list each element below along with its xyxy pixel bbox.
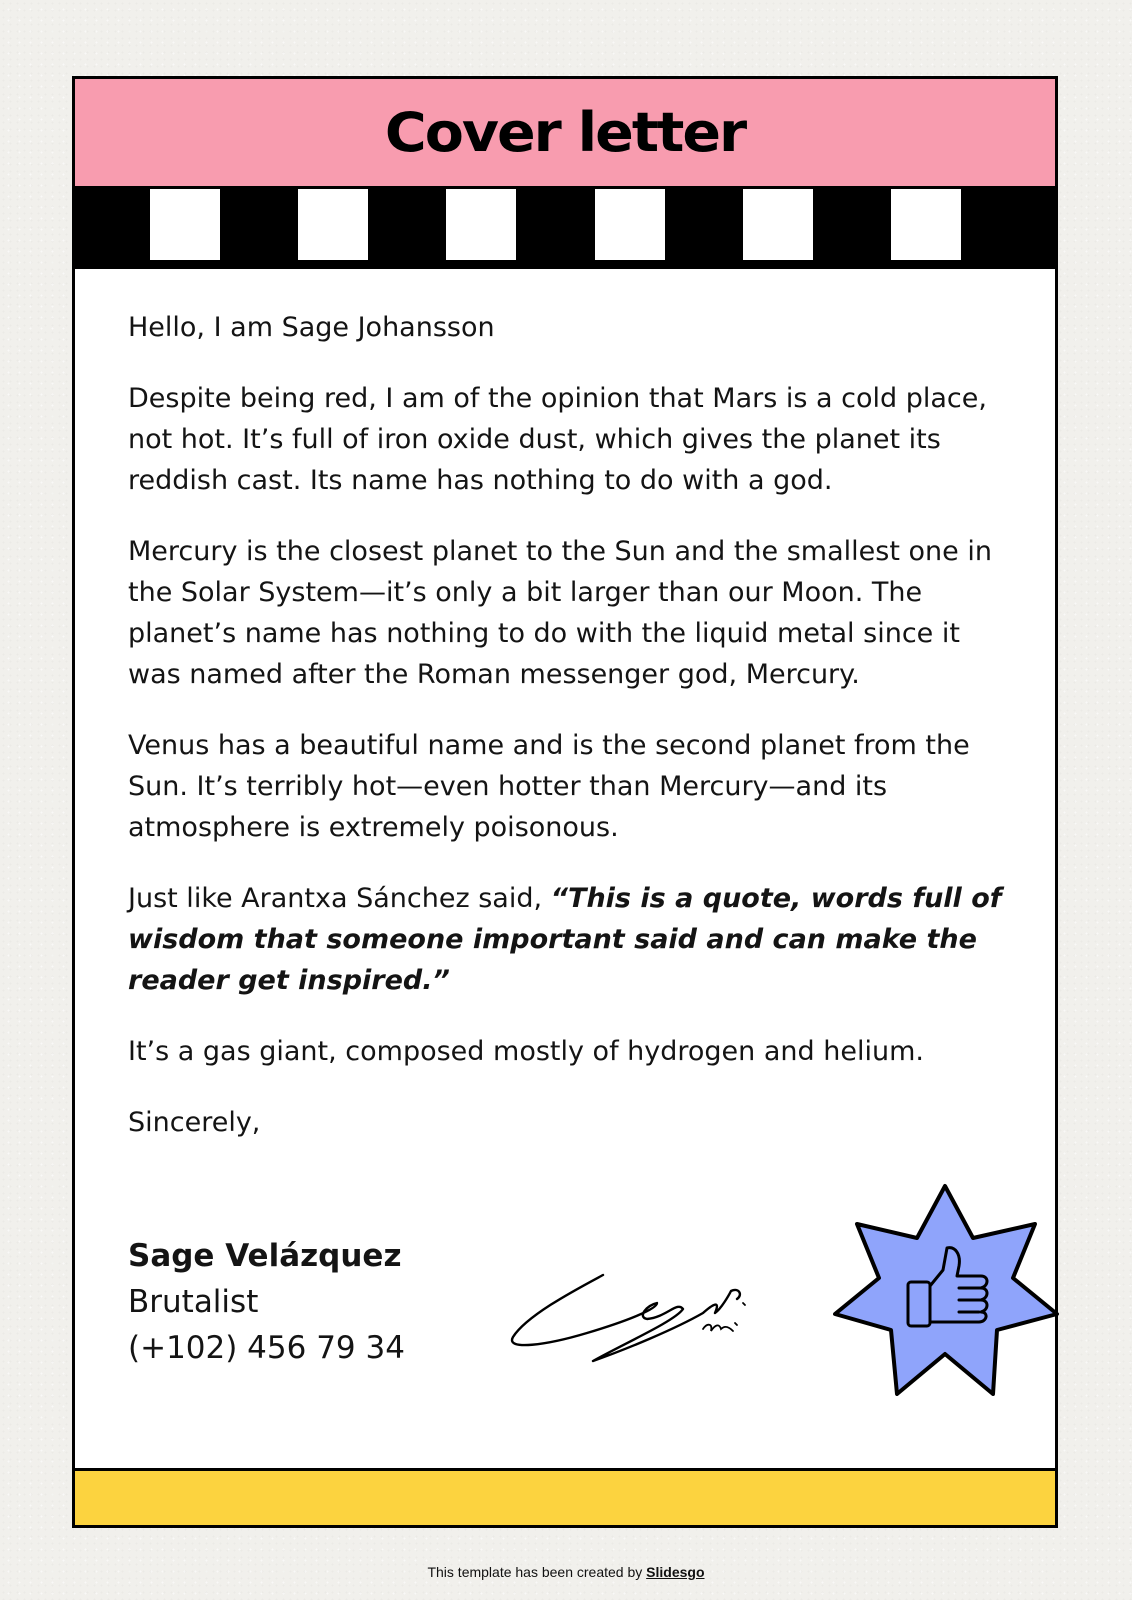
paragraph-venus: Venus has a beautiful name and is the second planet from the Sun. It’s terribly hot—even hotter than Mercury—and its atmosphere is extremely poisonous.	[128, 730, 970, 843]
checker-square	[595, 189, 665, 260]
signer-name: Sage Velázquez	[128, 1238, 402, 1274]
greeting: Hello, I am Sage Johansson	[128, 312, 495, 343]
letter-body	[128, 307, 1008, 1173]
title-banner	[75, 79, 1055, 189]
checker-square	[446, 189, 516, 260]
signer-role: Brutalist	[128, 1284, 259, 1320]
paragraph-gas-giant: It’s a gas giant, composed mostly of hydrogen and helium.	[128, 1036, 924, 1067]
checker-strip	[75, 186, 1055, 269]
signer-block	[128, 1233, 405, 1371]
signoff: Sincerely,	[128, 1107, 261, 1138]
checker-square	[150, 189, 220, 260]
cover-letter-card	[72, 76, 1058, 1528]
signature-image	[507, 1269, 757, 1379]
footer-band	[75, 1468, 1055, 1525]
paragraph-mercury: Mercury is the closest planet to the Sun and the smallest one in the Solar System—it’s only a bit larger than our Moon. The planet’s name has nothing to do with the liquid metal since it was named after the Roman messenger god, Mercury.	[128, 536, 992, 690]
checker-square	[298, 189, 368, 260]
quote-paragraph	[128, 878, 1008, 1001]
quote-intro: Just like Arantxa Sánchez said,	[128, 883, 551, 914]
thumbs-up-badge	[833, 1182, 1059, 1396]
signer-phone: (+102) 456 79 34	[128, 1330, 405, 1366]
template-credit	[0, 1564, 1132, 1580]
paragraph-mars: Despite being red, I am of the opinion that Mars is a cold place, not hot. It’s full of iron oxide dust, which gives the planet its reddish cast. Its name has nothing to do with a god.	[128, 383, 987, 496]
credit-prefix: This template has been created by	[427, 1564, 647, 1580]
quote-text: “This is a quote, words full of wisdom that someone important said and can make the reader get inspired.”	[128, 883, 1002, 996]
checker-square	[891, 189, 961, 260]
slidesgo-link[interactable]: Slidesgo	[646, 1564, 705, 1580]
checker-square	[743, 189, 813, 260]
page-title: Cover letter	[384, 101, 746, 164]
